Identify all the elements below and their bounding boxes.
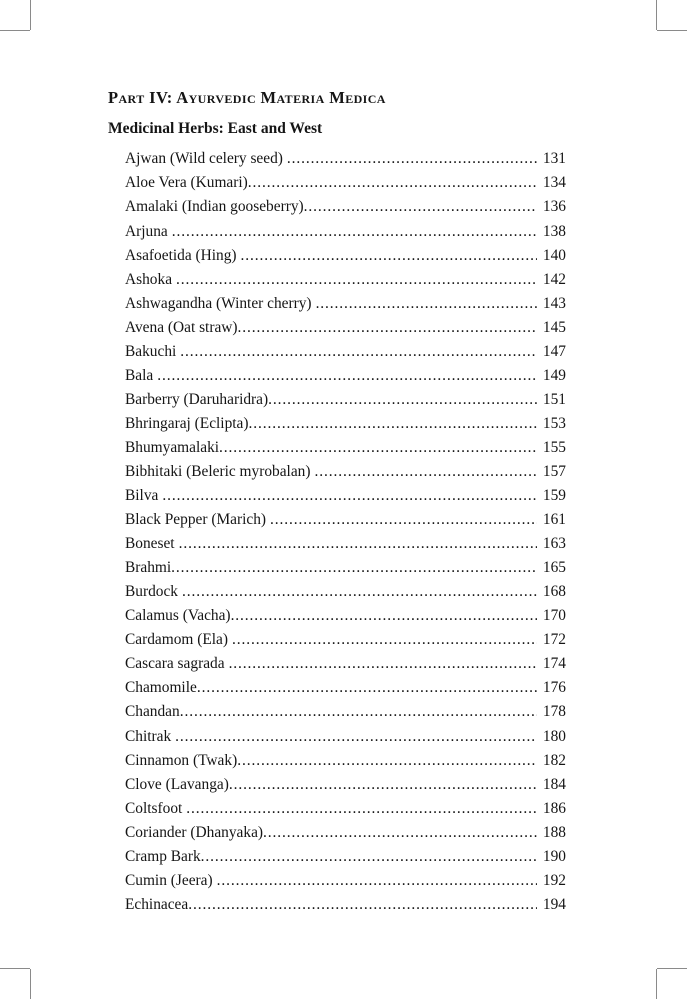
toc-entry[interactable] (125, 460, 566, 484)
toc-entry-page-number: 180 (542, 727, 566, 745)
crop-mark-bottom-left-horizontal (0, 968, 30, 969)
toc-entry-page-number: 165 (542, 559, 566, 577)
toc-entry-page-number: 155 (542, 438, 566, 456)
toc-dot-leader (287, 147, 537, 171)
toc-dot-leader (314, 460, 537, 484)
toc-entry-label: Coriander (Dhanyaka) (125, 823, 264, 841)
toc-entry-label: Coltsfoot (125, 799, 183, 817)
toc-entry-page-number: 194 (542, 895, 566, 913)
toc-dot-leader (171, 556, 537, 580)
toc-entry[interactable] (125, 556, 566, 580)
toc-dot-leader (201, 845, 537, 869)
toc-entry-page-number: 142 (542, 270, 566, 288)
toc-entry-page-number: 186 (542, 799, 566, 817)
toc-dot-leader (237, 749, 537, 773)
toc-entry-label: Arjuna (125, 222, 168, 240)
toc-entry-label: Bakuchi (125, 342, 177, 360)
toc-entry-page-number: 184 (542, 775, 566, 793)
toc-dot-leader (231, 604, 537, 628)
crop-mark-bottom-left-vertical (30, 969, 31, 999)
toc-entry-page-number: 190 (542, 847, 566, 865)
toc-dot-leader (157, 364, 537, 388)
toc-dot-leader (304, 195, 537, 219)
toc-entry-page-number: 149 (542, 366, 566, 384)
toc-entry-page-number: 157 (542, 463, 566, 480)
toc-entry-label: Black Pepper (Marich) (125, 511, 267, 529)
table-of-contents (108, 88, 566, 917)
toc-entry[interactable] (125, 604, 566, 628)
toc-entry-label: Bhringaraj (Eclipta) (125, 414, 249, 432)
toc-dot-leader (176, 268, 537, 292)
toc-entry-label: Barberry (Daruharidra) (125, 390, 269, 408)
toc-entry-page-number: 136 (542, 198, 566, 216)
toc-dot-leader (186, 797, 537, 821)
crop-mark-top-left-horizontal (0, 30, 30, 31)
toc-entry-label: Cascara sagrada (125, 655, 225, 673)
toc-entry[interactable] (125, 147, 566, 171)
toc-entry-label: Burdock (125, 583, 179, 601)
toc-entry-label: Chamomile (125, 679, 197, 697)
toc-entry[interactable] (125, 195, 566, 219)
toc-entry-label: Aloe Vera (Kumari) (125, 174, 248, 192)
toc-entry-label: Cramp Bark (125, 847, 201, 865)
toc-dot-leader (249, 412, 537, 436)
toc-entry[interactable] (125, 340, 566, 364)
toc-entry-label: Calamus (Vacha) (125, 607, 231, 625)
toc-entry-label: Clove (Lavanga) (125, 775, 229, 793)
toc-entry[interactable] (125, 484, 566, 508)
toc-entry-page-number: 178 (542, 703, 566, 721)
toc-entry-label: Cumin (Jeera) (125, 871, 213, 889)
crop-mark-top-right-horizontal (657, 30, 687, 31)
crop-mark-bottom-right-horizontal (657, 968, 687, 969)
toc-entry-label: Boneset (125, 535, 175, 553)
toc-dot-leader (238, 316, 537, 340)
part-title: Part IV: Ayurvedic Materia Medica (108, 88, 386, 107)
toc-entry[interactable] (125, 725, 566, 749)
toc-entry-page-number: 140 (542, 246, 566, 264)
toc-dot-leader (179, 532, 537, 556)
toc-entry[interactable] (125, 749, 566, 773)
toc-dot-leader (217, 869, 537, 893)
toc-entry[interactable] (125, 532, 566, 556)
toc-entry-label: Amalaki (Indian gooseberry) (125, 198, 304, 216)
toc-entry[interactable] (125, 893, 566, 917)
toc-entry-page-number: 138 (542, 222, 566, 240)
toc-entry[interactable] (125, 220, 566, 244)
toc-entry[interactable] (125, 244, 566, 268)
toc-dot-leader (263, 821, 537, 845)
toc-entry-page-number: 163 (542, 535, 566, 553)
toc-dot-leader (248, 171, 537, 195)
toc-dot-leader (172, 220, 537, 244)
toc-entry-label: Echinacea (125, 895, 189, 913)
toc-entry[interactable] (125, 388, 566, 412)
toc-entry[interactable] (125, 700, 566, 724)
toc-dot-leader (162, 484, 537, 508)
section-title: Medicinal Herbs: East and West (108, 119, 323, 137)
toc-dot-leader (229, 773, 537, 797)
toc-entry[interactable] (125, 412, 566, 436)
toc-entry[interactable] (125, 652, 566, 676)
toc-entry-label: Ashoka (125, 270, 173, 288)
toc-dot-leader (268, 388, 537, 412)
toc-entry[interactable] (125, 821, 566, 845)
toc-entry[interactable] (125, 364, 566, 388)
toc-entry[interactable] (125, 773, 566, 797)
toc-entry-page-number: 192 (542, 871, 566, 889)
toc-entry-page-number: 131 (542, 150, 566, 168)
toc-entry-label: Cinnamon (Twak) (125, 751, 238, 769)
toc-entry-page-number: 147 (542, 342, 566, 360)
toc-entry-page-number: 174 (542, 655, 566, 673)
toc-dot-leader (180, 340, 537, 364)
toc-entry-page-number: 188 (542, 823, 566, 841)
toc-entry-label: Ajwan (Wild celery seed) (125, 150, 283, 168)
toc-entry-page-number: 170 (542, 607, 566, 625)
toc-entry[interactable] (125, 845, 566, 869)
toc-entry[interactable] (125, 869, 566, 893)
toc-entry-label: Asafoetida (Hing) (125, 246, 237, 264)
toc-entry[interactable] (125, 580, 566, 604)
toc-entry-label: Brahmi (125, 559, 172, 577)
toc-dot-leader (241, 244, 537, 268)
toc-entry-label: Bhumyamalaki (125, 438, 220, 456)
toc-entry-page-number: 172 (542, 631, 566, 649)
toc-entry-page-number: 161 (542, 511, 566, 529)
toc-dot-leader (182, 580, 537, 604)
toc-entry-page-number: 134 (542, 174, 566, 192)
toc-entry-page-number: 145 (542, 318, 566, 336)
toc-entry-list (108, 147, 566, 917)
toc-dot-leader (188, 893, 537, 917)
toc-entry[interactable] (125, 676, 566, 700)
toc-entry-page-number: 168 (542, 583, 566, 601)
toc-entry[interactable] (125, 171, 566, 195)
toc-entry-label: Chitrak (125, 727, 172, 745)
toc-entry[interactable] (125, 797, 566, 821)
toc-entry-label: Bibhitaki (Beleric myrobalan) (125, 463, 311, 480)
toc-entry-page-number: 151 (542, 390, 566, 408)
toc-entry-label: Chandan (125, 703, 180, 721)
toc-entry-page-number: 153 (542, 414, 566, 432)
toc-entry[interactable] (125, 292, 566, 316)
toc-entry[interactable] (125, 436, 566, 460)
crop-mark-top-right-vertical (656, 0, 657, 30)
toc-dot-leader (229, 652, 537, 676)
toc-entry-page-number: 182 (542, 751, 566, 769)
toc-dot-leader (175, 725, 537, 749)
toc-entry-label: Avena (Oat straw) (125, 318, 238, 336)
toc-entry[interactable] (125, 268, 566, 292)
crop-mark-top-left-vertical (30, 0, 31, 30)
toc-dot-leader (180, 700, 537, 724)
toc-entry[interactable] (125, 316, 566, 340)
toc-entry-page-number: 176 (542, 679, 566, 697)
toc-entry-label: Bala (125, 366, 154, 384)
toc-entry[interactable] (125, 628, 566, 652)
toc-dot-leader (219, 436, 537, 460)
toc-entry-page-number: 159 (542, 487, 566, 505)
toc-entry-label: Bilva (125, 487, 159, 505)
toc-dot-leader (316, 292, 537, 316)
toc-entry-page-number: 143 (542, 294, 566, 312)
toc-entry[interactable] (125, 508, 566, 532)
toc-dot-leader (197, 676, 537, 700)
toc-entry-label: Ashwagandha (Winter cherry) (125, 294, 312, 312)
toc-dot-leader (232, 628, 537, 652)
toc-entry-label: Cardamom (Ela) (125, 631, 228, 649)
crop-mark-bottom-right-vertical (656, 969, 657, 999)
toc-dot-leader (270, 508, 537, 532)
